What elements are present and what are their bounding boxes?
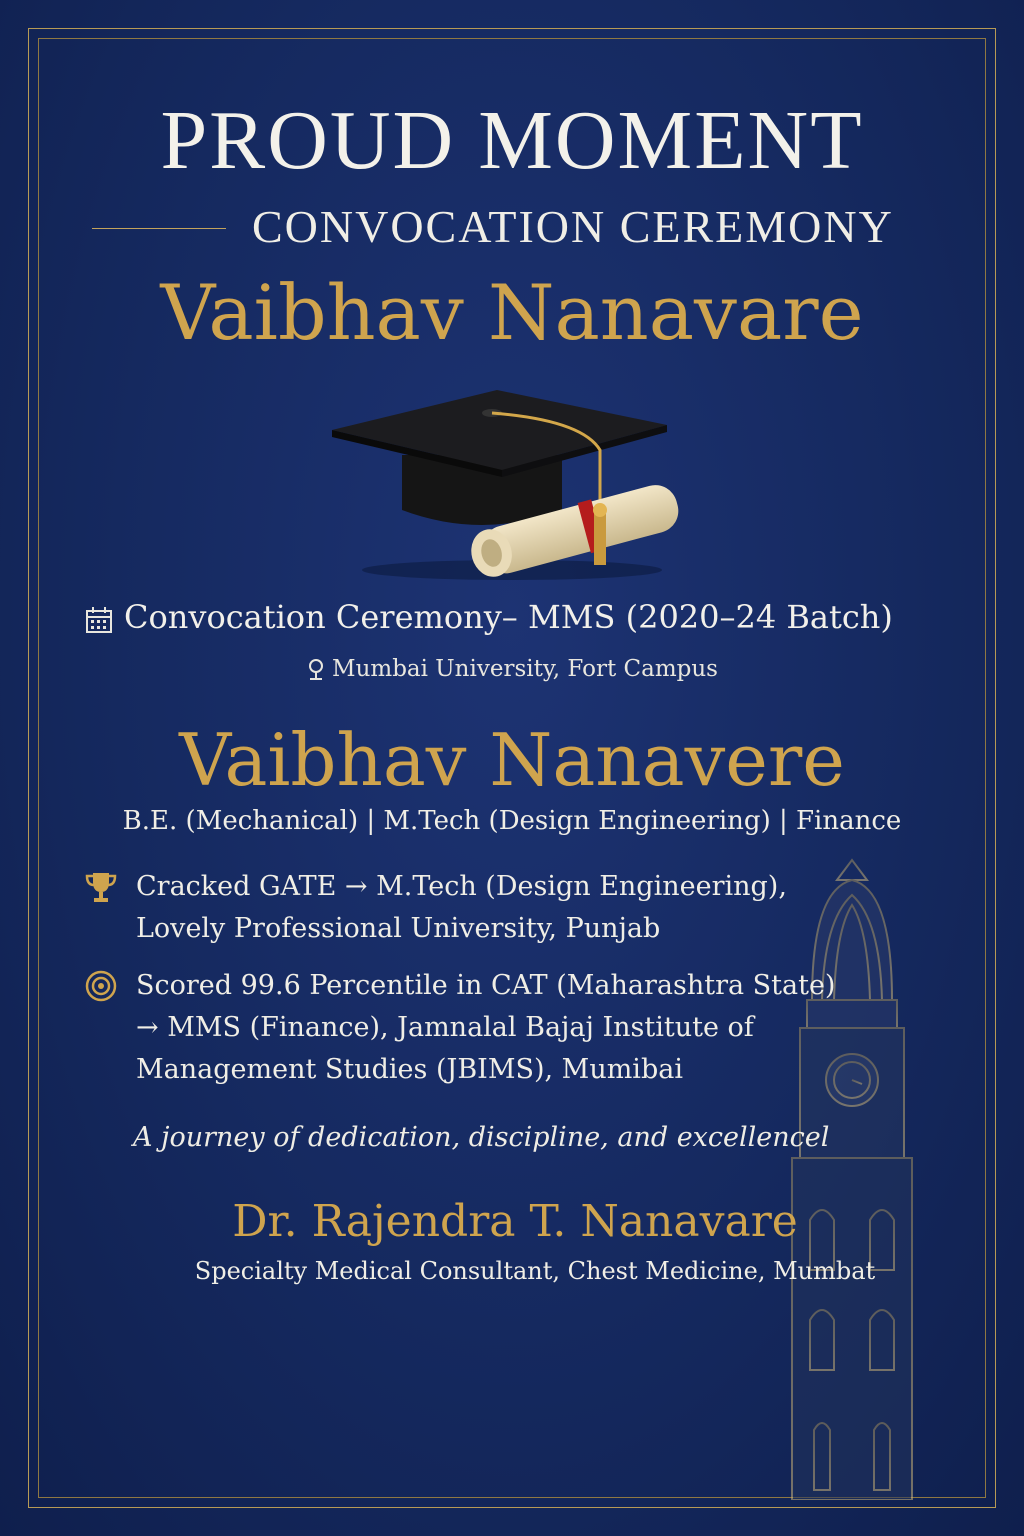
- venue-row: [0, 656, 1024, 682]
- tagline: A journey of dedication, discipline, and excellencel: [133, 1122, 830, 1153]
- achievement-line: Management Studies (JBIMS), Mumibai: [136, 1054, 683, 1085]
- target-icon: [84, 969, 118, 1003]
- decorative-rule: [92, 228, 226, 229]
- achievement-line: Cracked GATE → M.Tech (Design Engineering),: [136, 871, 787, 902]
- venue-text: Mumbai University, Fort Campus: [332, 656, 718, 682]
- achievement-line: Scored 99.6 Percentile in CAT (Maharashtra State): [136, 970, 836, 1001]
- calendar-icon: [84, 605, 114, 635]
- graduation-cap-icon: [322, 385, 702, 585]
- achievement-line: Lovely Professional University, Punjab: [136, 913, 661, 944]
- signatory-name: Dr. Rajendra T. Nanavare: [232, 1196, 798, 1247]
- qualifications: B.E. (Mechanical) | M.Tech (Design Engineering) | Finance: [122, 806, 902, 836]
- graduate-name-heading: Vaibhav Nanavare: [160, 268, 864, 357]
- event-row: [84, 598, 944, 636]
- achievement-line: → MMS (Finance), Jamnalal Bajaj Institute of: [136, 1012, 754, 1043]
- signatory-title: Specialty Medical Consultant, Chest Medicine, Mumbat: [194, 1257, 876, 1285]
- graduate-name: Vaibhav Nanavere: [179, 718, 845, 802]
- achievement-item: [84, 866, 844, 956]
- event-text: Convocation Ceremony– MMS (2020–24 Batch): [124, 598, 893, 636]
- achievement-item: [84, 965, 844, 1095]
- headline: PROUD MOMENT: [160, 94, 864, 187]
- location-pin-icon: [306, 658, 326, 682]
- trophy-icon: [84, 870, 118, 904]
- subheadline: CONVOCATION CEREMONY: [252, 201, 894, 252]
